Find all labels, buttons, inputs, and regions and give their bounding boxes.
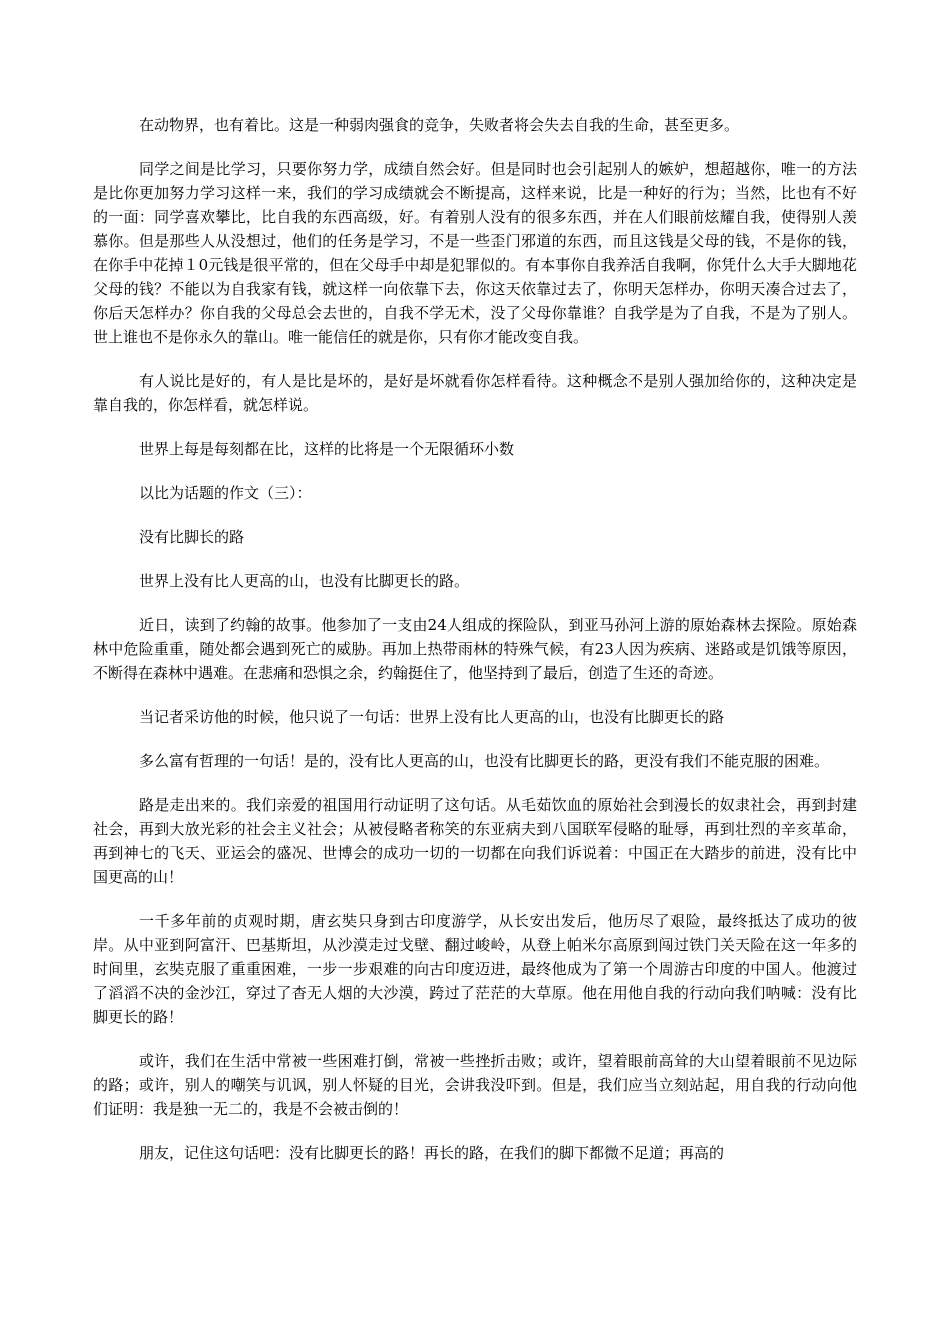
paragraph-philosophy: 多么富有哲理的一句话！是的，没有比人更高的山，也没有比脚更长的路，更没有我们不能克服的困难。 [139,752,830,770]
paragraph-perhaps: 或许，我们在生活中常被一些困难打倒，常被一些挫折击败；或许，望着眼前高耸的大山望着眼前不见边际的路；或许，别人的嘲笑与讥讽，别人怀疑的目光，会讲我没吓到。但是，我们应当立刻站起，用自我的行动向他们证明：我是独一无二的，我是不会被击倒的！ [93,1052,857,1118]
paragraph-classmates-compare: 同学之间是比学习，只要你努力学，成绩自然会好。但是同时也会引起别人的嫉妒，想超越你，唯一的方法是比你更加努力学习这样一来，我们的学习成绩就会不断提高，这样来说，比是一种好的行为；当然，比也有不好的一面：同学喜欢攀比，比自我的东西高级，好。有着别人没有的很多东西，并在人们眼前炫耀自我，使得别人羡慕你。但是那些人从没想过，他们的任务是学习，不是一些歪门邪道的东西，而且这钱是父母的钱，不是你的钱，在你手中花掉１0元钱是很平常的，但在父母手中却是犯罪似的。有本事你自我养活自我啊，你凭什么大手大脚地花父母的钱？不能以为自我家有钱，就这样一向依靠下去，你这天依靠过去了，你明天怎样办，你明天凑合过去了，你后天怎样办？你自我的父母总会去世的，自我不学无术，没了父母你靠谁？自我学是为了自我，不是为了别人。世上谁也不是你永久的靠山。唯一能信任的就是你，只有你才能改变自我。 [93,160,857,346]
paragraph-animal-world: 在动物界，也有着比。这是一种弱肉强食的竞争，失败者将会失去自我的生命，甚至更多。 [139,116,740,134]
paragraph-good-or-bad: 有人说比是好的，有人是比是坏的，是好是坏就看你怎样看待。这种概念不是别人强加给你的，这种决定是靠自我的，你怎样看，就怎样说。 [93,372,857,414]
essay-heading: 以比为话题的作文（三）： [139,484,312,502]
paragraph-motherland: 路是走出来的。我们亲爱的祖国用行动证明了这句话。从毛茹饮血的原始社会到漫长的奴隶社会，再到封建社会，再到大放光彩的社会主义社会；从被侵略者称笑的东亚病夫到八国联军侵略的耻辱，再到壮烈的辛亥革命，再到神七的飞天、亚运会的盛况、世博会的成功一切的一切都在向我们诉说着：中国正在大踏步的前进，没有比中国更高的山！ [93,796,857,886]
paragraph-friend: 朋友，记住这句话吧：没有比脚更长的路！再长的路，在我们的脚下都微不足道；再高的 [139,1144,725,1162]
paragraph-xuanzang: 一千多年前的贞观时期，唐玄奘只身到古印度游学，从长安出发后，他历尽了艰险，最终抵达了成功的彼岸。从中亚到阿富汗、巴基斯坦，从沙漠走过戈壁、翻过峻岭，从登上帕米尔高原到闯过铁门关天险在这一年多的时间里，玄奘克服了重重困难，一步一步艰难的向古印度迈进，最终他成为了第一个周游古印度的中国人。他渡过了滔滔不决的金沙江，穿过了杳无人烟的大沙漠，跨过了茫茫的大草原。他在用他自我的行动向我们呐喊：没有比脚更长的路！ [93,912,857,1026]
essay-title: 没有比脚长的路 [139,528,245,546]
paragraph-john-story: 近日，读到了约翰的故事。他参加了一支由24人组成的探险队，到亚马孙河上游的原始森林去探险。原始森林中危险重重，随处都会遇到死亡的威胁。再加上热带雨林的特殊气候，有23人因为疾病、迷路或是饥饿等原因，不断得在森林中遇难。在悲痛和恐惧之余，约翰挺住了，他坚持到了最后，创造了生还的奇迹。 [93,616,857,682]
paragraph-interview: 当记者采访他的时候，他只说了一句话：世界上没有比人更高的山，也没有比脚更长的路 [139,708,725,726]
paragraph-motto: 世界上没有比人更高的山，也没有比脚更长的路。 [139,572,470,590]
document-page [93,113,857,1185]
paragraph-infinite-loop: 世界上每是每刻都在比，这样的比将是一个无限循环小数 [139,440,515,458]
